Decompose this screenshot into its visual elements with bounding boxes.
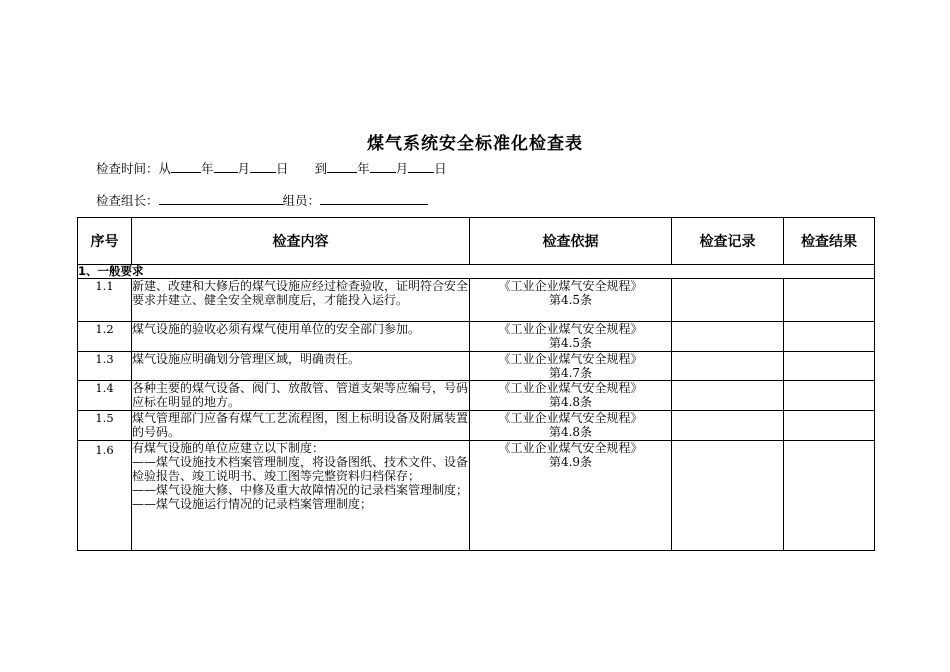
row-result-cell[interactable] — [784, 411, 875, 441]
table-row — [78, 441, 875, 551]
row-record-cell[interactable] — [672, 352, 784, 381]
inspection-table — [77, 217, 875, 551]
row-basis: 《工业企业煤气安全规程》 第4.7条 — [470, 352, 672, 381]
header-result: 检查结果 — [784, 218, 875, 265]
day-to-blank[interactable] — [408, 160, 434, 173]
row-result-cell[interactable] — [784, 352, 875, 381]
row-content: 新建、改建和大修后的煤气设施应经过检查验收，证明符合安全要求并建立、健全安全规章制度后，才能投入运行。 — [132, 279, 470, 322]
page-title: 煤气系统安全标准化检查表 — [367, 134, 583, 154]
header-num: 序号 — [78, 218, 132, 265]
member-label: 组员： — [282, 193, 321, 208]
table-row — [78, 381, 875, 411]
year-to-blank[interactable] — [327, 160, 357, 173]
row-record-cell[interactable] — [672, 322, 784, 352]
time-label: 检查时间：从 — [96, 161, 172, 176]
row-basis: 《工业企业煤气安全规程》 第4.8条 — [470, 381, 672, 411]
year-label: 年 — [201, 161, 214, 176]
row-basis: 《工业企业煤气安全规程》 第4.8条 — [470, 411, 672, 441]
header-record: 检查记录 — [672, 218, 784, 265]
row-content: 煤气设施的验收必须有煤气使用单位的安全部门参加。 — [132, 322, 470, 352]
inspection-team-line — [96, 191, 428, 209]
row-result-cell[interactable] — [784, 381, 875, 411]
year-from-blank[interactable] — [171, 160, 201, 173]
row-num: 1.2 — [78, 322, 132, 352]
row-content: 有煤气设施的单位应建立以下制度： ——煤气设施技术档案管理制度，将设备图纸、技术文件、设备检验报告、竣工说明书、竣工图等完整资料归档保存； ——煤气设施大修、中修及重大故障情况的记录档案管理制度； ——煤气设施运行情况的记录档案管理制度； — [132, 441, 470, 551]
row-content: 煤气设施应明确划分管理区域，明确责任。 — [132, 352, 470, 381]
header-content: 检查内容 — [132, 218, 470, 265]
row-basis: 《工业企业煤气安全规程》 第4.5条 — [470, 279, 672, 322]
member-blank[interactable] — [320, 192, 428, 205]
month-label-2: 月 — [395, 161, 409, 176]
inspection-time-line — [96, 159, 447, 177]
section-row — [78, 265, 875, 279]
row-basis: 《工业企业煤气安全规程》 第4.9条 — [470, 441, 672, 551]
row-content: 各种主要的煤气设备、阀门、放散管、管道支架等应编号，号码应标在明显的地方。 — [132, 381, 469, 409]
to-label: 到 — [314, 161, 328, 176]
row-num: 1.1 — [78, 279, 132, 322]
row-record-cell[interactable] — [672, 381, 784, 411]
row-basis: 《工业企业煤气安全规程》 第4.5条 — [470, 322, 672, 352]
table-row — [78, 352, 875, 381]
row-record-cell[interactable] — [672, 411, 784, 441]
header-basis: 检查依据 — [470, 218, 672, 265]
row-num: 1.6 — [78, 441, 132, 551]
month-to-blank[interactable] — [370, 160, 396, 173]
row-content: 煤气管理部门应备有煤气工艺流程图，图上标明设备及附属装置的号码。 — [132, 411, 469, 439]
row-result-cell[interactable] — [784, 322, 875, 352]
leader-blank[interactable] — [159, 192, 283, 205]
row-record-cell[interactable] — [672, 441, 784, 551]
section-title: 1、一般要求 — [78, 265, 875, 279]
row-result-cell[interactable] — [784, 441, 875, 551]
leader-label: 检查组长： — [96, 193, 159, 208]
year-label-2: 年 — [357, 161, 370, 176]
month-from-blank[interactable] — [214, 160, 238, 173]
row-record-cell[interactable] — [672, 279, 784, 322]
month-label: 月 — [237, 161, 251, 176]
row-num: 1.4 — [78, 381, 132, 411]
day-label-2: 日 — [434, 161, 447, 176]
day-label: 日 — [276, 161, 289, 176]
table-header-row — [78, 218, 875, 265]
row-num: 1.3 — [78, 352, 132, 381]
row-result-cell[interactable] — [784, 279, 875, 322]
table-row — [78, 411, 875, 441]
row-num: 1.5 — [78, 411, 132, 441]
day-from-blank[interactable] — [250, 160, 276, 173]
table-row — [78, 322, 875, 352]
table-row — [78, 279, 875, 322]
